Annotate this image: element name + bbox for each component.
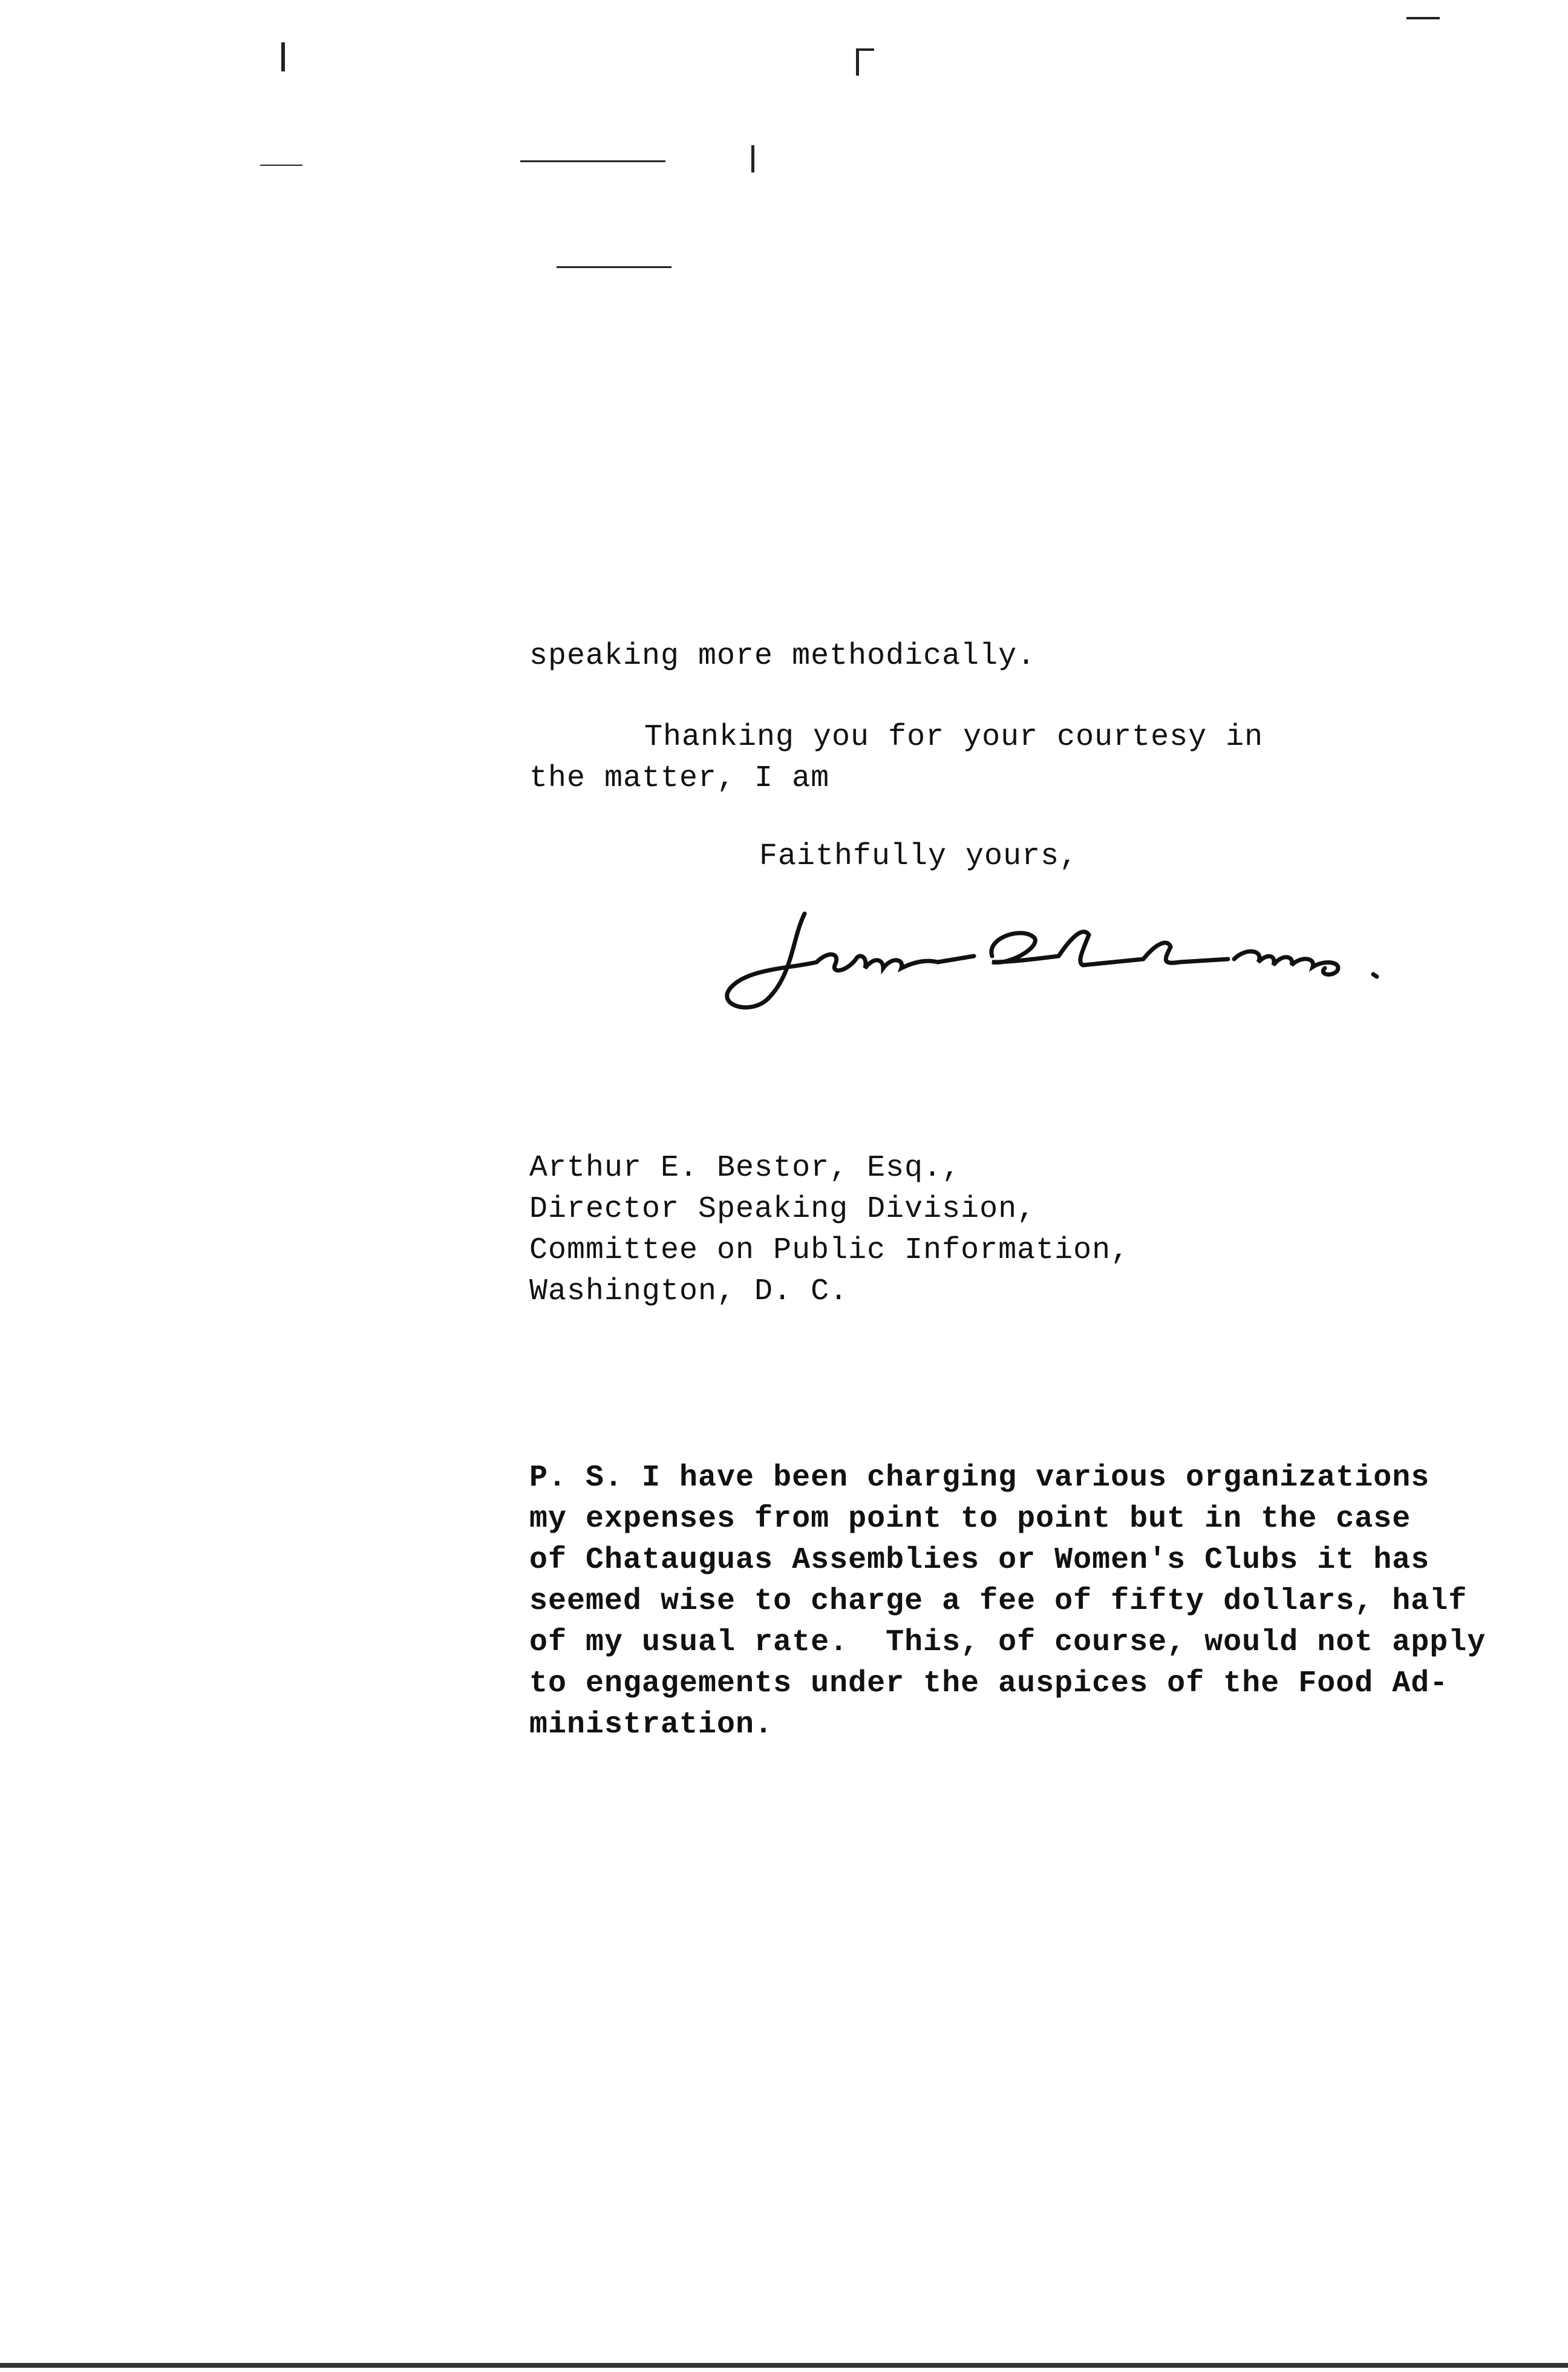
scan-mark: [856, 48, 874, 51]
signature-image: [720, 902, 1494, 1023]
postscript-line: of my usual rate. This, of course, would not apply: [529, 1625, 1486, 1660]
closing-paragraph-line-2: the matter, I am: [529, 761, 830, 796]
scan-mark: [557, 266, 671, 268]
scan-mark: [260, 165, 302, 166]
postscript-line: to engagements under the auspices of the Food Ad-: [529, 1666, 1449, 1701]
scan-mark: [751, 145, 754, 172]
postscript-line: P. S. I have been charging various organizations: [529, 1461, 1430, 1495]
postscript-line: ministration.: [529, 1708, 774, 1742]
postscript-line: of Chatauguas Assemblies or Women's Clubs it has: [529, 1543, 1430, 1578]
scan-mark: [520, 160, 665, 162]
postscript-line: my expenses from point to point but in the case: [529, 1502, 1411, 1536]
recipient-name: Arthur E. Bestor, Esq.,: [529, 1151, 961, 1185]
closing-paragraph-line-1: Thanking you for your courtesy in: [644, 720, 1264, 755]
scan-mark: [281, 42, 285, 71]
sign-off: Faithfully yours,: [759, 839, 1079, 874]
recipient-city: Washington, D. C.: [529, 1274, 849, 1309]
recipient-title: Director Speaking Division,: [529, 1192, 1036, 1227]
postscript-line: seemed wise to charge a fee of fifty dollars, half: [529, 1584, 1468, 1619]
scan-mark: [1406, 17, 1440, 19]
scan-mark: [0, 2363, 1568, 2368]
scan-mark: [856, 48, 859, 76]
continuation-text: speaking more methodically.: [529, 639, 1036, 673]
recipient-organization: Committee on Public Information,: [529, 1233, 1130, 1268]
